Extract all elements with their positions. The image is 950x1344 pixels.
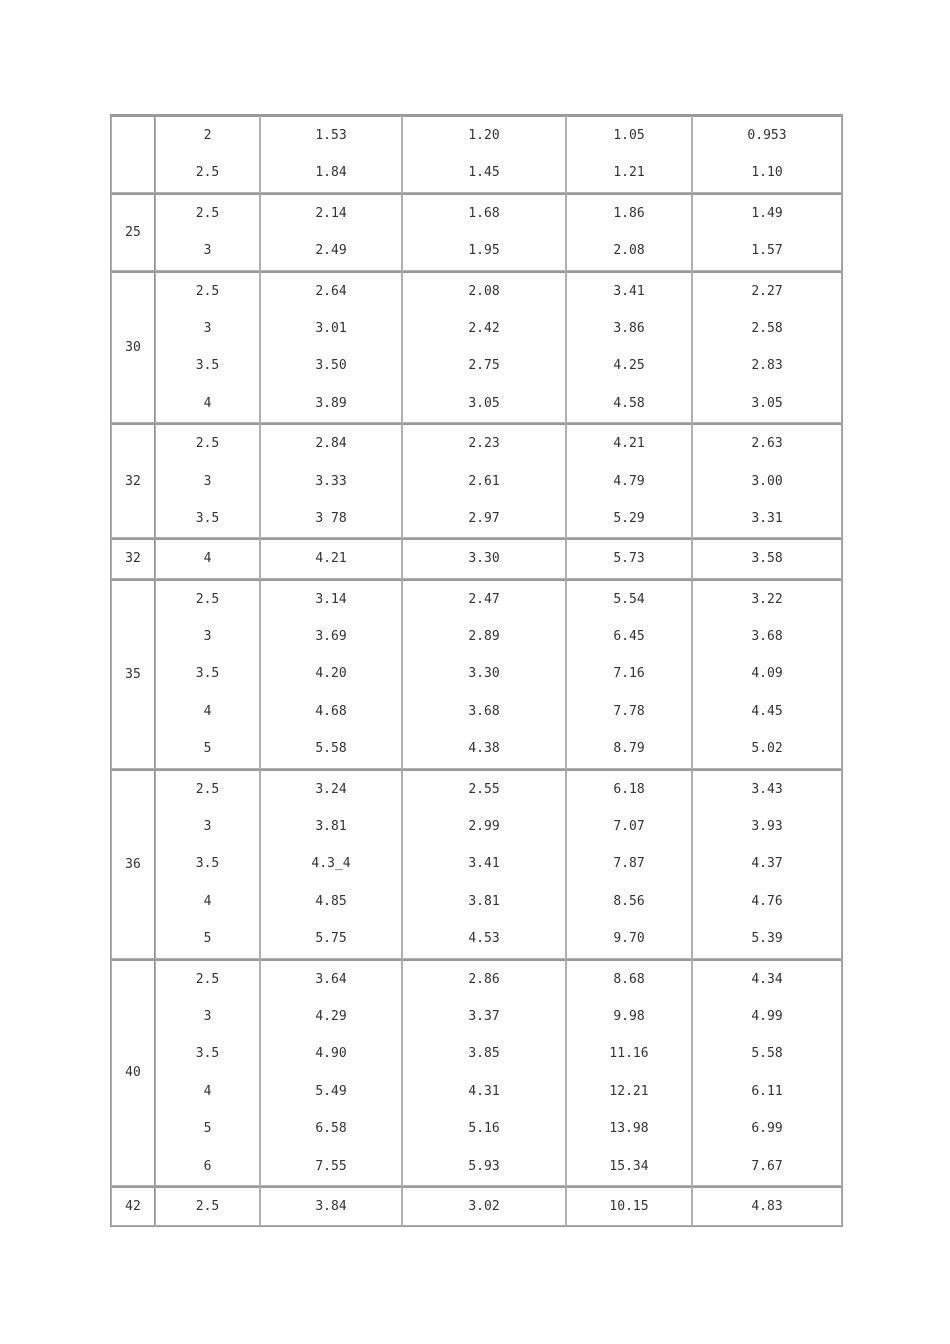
col-c-value: 8.56	[613, 893, 645, 909]
col-c-value: 6.18	[613, 781, 645, 797]
diameter-cell	[111, 1186, 155, 1226]
col-c-cell	[566, 271, 692, 424]
thickness-value: 3	[203, 243, 212, 259]
col-d-value: 3.58	[751, 551, 783, 567]
col-a-value: 3.81	[315, 819, 347, 835]
col-a-value: 2.14	[315, 205, 347, 221]
col-b-value: 2.61	[468, 473, 500, 489]
diameter-cell	[111, 271, 155, 424]
thickness-value: 2.5	[195, 436, 220, 452]
col-d-cell	[692, 115, 842, 193]
thickness-value: 4	[203, 893, 212, 909]
col-b-value: 4.38	[468, 741, 500, 757]
col-d-cell	[692, 193, 842, 271]
col-a-value: 1.53	[315, 128, 347, 143]
col-d-value: 5.02	[751, 741, 783, 757]
col-a-value: 5.75	[315, 931, 347, 947]
thickness-value: 2.5	[195, 1198, 220, 1214]
thickness-value: 4	[203, 395, 212, 411]
col-d-value: 3.31	[751, 510, 783, 526]
thickness-value: 3.5	[195, 666, 220, 682]
col-d-value: 5.58	[751, 1046, 783, 1062]
col-d-value: 0.953	[747, 128, 787, 143]
col-a-value: 2.84	[315, 436, 347, 452]
diameter-value: 30	[125, 339, 141, 355]
col-d-value: 7.67	[751, 1158, 783, 1174]
col-b-cell	[402, 959, 566, 1186]
col-b-value: 3.02	[468, 1198, 500, 1214]
col-c-cell	[566, 959, 692, 1186]
col-b-value: 3.05	[468, 395, 500, 411]
col-d-value: 3.68	[751, 629, 783, 645]
thickness-value: 3	[203, 819, 212, 835]
col-c-value: 1.05	[613, 128, 645, 143]
col-a-value: 3.33	[315, 473, 347, 489]
col-b-cell	[402, 769, 566, 959]
col-c-value: 8.79	[613, 741, 645, 757]
col-a-cell	[260, 423, 402, 538]
diameter-cell	[111, 423, 155, 538]
col-d-value: 1.10	[751, 165, 783, 181]
col-d-value: 1.49	[751, 205, 783, 221]
thickness-cell	[155, 769, 260, 959]
col-b-value: 3.68	[468, 703, 500, 719]
col-c-value: 13.98	[609, 1121, 649, 1137]
thickness-value: 4	[203, 551, 212, 567]
col-d-cell	[692, 271, 842, 424]
col-a-value: 6.58	[315, 1121, 347, 1137]
col-a-cell	[260, 193, 402, 271]
table-row-group	[111, 1186, 842, 1226]
col-a-cell	[260, 115, 402, 193]
diameter-cell	[111, 579, 155, 769]
col-d-value: 6.99	[751, 1121, 783, 1137]
col-d-value: 3.93	[751, 819, 783, 835]
col-b-value: 2.42	[468, 320, 500, 336]
col-d-value: 2.58	[751, 320, 783, 336]
thickness-value: 5	[203, 741, 212, 757]
col-b-value: 2.75	[468, 358, 500, 374]
table-row-group	[111, 538, 842, 578]
col-b-value: 3.37	[468, 1008, 500, 1024]
col-d-value: 4.99	[751, 1008, 783, 1024]
col-c-cell	[566, 538, 692, 578]
col-a-cell	[260, 769, 402, 959]
thickness-value: 2.5	[195, 781, 220, 797]
thickness-value: 3	[203, 629, 212, 645]
col-b-cell	[402, 115, 566, 193]
col-b-value: 5.93	[468, 1158, 500, 1174]
col-a-value: 2.49	[315, 243, 347, 259]
thickness-cell	[155, 115, 260, 193]
diameter-cell	[111, 115, 155, 193]
diameter-value: 32	[125, 473, 141, 489]
col-d-value: 4.45	[751, 703, 783, 719]
thickness-value: 3	[203, 473, 212, 489]
thickness-value: 5	[203, 1121, 212, 1137]
col-c-value: 7.16	[613, 666, 645, 682]
thickness-value: 4	[203, 1083, 212, 1099]
table-row-group	[111, 769, 842, 959]
thickness-value: 5	[203, 931, 212, 947]
col-c-value: 6.45	[613, 629, 645, 645]
col-a-value: 4.68	[315, 703, 347, 719]
col-b-cell	[402, 423, 566, 538]
col-d-value: 3.00	[751, 473, 783, 489]
col-b-value: 2.99	[468, 819, 500, 835]
col-d-cell	[692, 579, 842, 769]
col-c-value: 4.79	[613, 473, 645, 489]
col-a-value: 4.29	[315, 1008, 347, 1024]
col-c-value: 9.98	[613, 1008, 645, 1024]
col-c-value: 7.87	[613, 856, 645, 872]
table-row-group	[111, 959, 842, 1186]
table-row-group	[111, 115, 842, 193]
table-row-group	[111, 193, 842, 271]
thickness-cell	[155, 579, 260, 769]
thickness-cell	[155, 193, 260, 271]
col-c-value: 4.25	[613, 358, 645, 374]
diameter-value: 36	[125, 856, 141, 872]
thickness-value: 3	[203, 320, 212, 336]
col-c-cell	[566, 579, 692, 769]
col-c-value: 7.78	[613, 703, 645, 719]
col-d-value: 4.09	[751, 666, 783, 682]
col-d-value: 5.39	[751, 931, 783, 947]
steel-tube-data-table	[110, 114, 843, 1227]
col-c-value: 9.70	[613, 931, 645, 947]
col-a-cell	[260, 579, 402, 769]
col-d-value: 2.63	[751, 436, 783, 452]
col-a-value: 5.49	[315, 1083, 347, 1099]
thickness-cell	[155, 538, 260, 578]
col-d-value: 4.83	[751, 1198, 783, 1214]
col-b-value: 3.81	[468, 893, 500, 909]
thickness-value: 2.5	[195, 591, 220, 607]
col-a-value: 4.90	[315, 1046, 347, 1062]
col-c-value: 11.16	[609, 1046, 649, 1062]
col-a-value: 4.21	[315, 551, 347, 567]
col-a-value: 3.01	[315, 320, 347, 336]
col-b-value: 3.30	[468, 551, 500, 567]
thickness-value: 3	[203, 1008, 212, 1024]
col-c-value: 3.86	[613, 320, 645, 336]
table-row-group	[111, 271, 842, 424]
col-a-value: 3.84	[315, 1198, 347, 1214]
col-c-value: 15.34	[609, 1158, 649, 1174]
col-b-value: 2.97	[468, 510, 500, 526]
diameter-value: 25	[125, 224, 141, 240]
thickness-cell	[155, 423, 260, 538]
col-b-value: 3.85	[468, 1046, 500, 1062]
thickness-value: 3.5	[195, 510, 220, 526]
col-a-cell	[260, 1186, 402, 1226]
col-d-cell	[692, 769, 842, 959]
thickness-value: 3.5	[195, 358, 220, 374]
diameter-cell	[111, 959, 155, 1186]
col-a-value: 4.85	[315, 893, 347, 909]
col-a-cell	[260, 271, 402, 424]
col-a-value: 4.20	[315, 666, 347, 682]
col-c-value: 3.41	[613, 283, 645, 299]
col-a-value: 4.3_4	[311, 856, 351, 872]
thickness-value: 2.5	[195, 283, 220, 299]
diameter-value: 40	[125, 1065, 141, 1081]
col-c-value: 7.07	[613, 819, 645, 835]
thickness-value: 3.5	[195, 1046, 220, 1062]
thickness-value: 2.5	[195, 165, 220, 181]
table-row-group	[111, 579, 842, 769]
col-b-value: 4.53	[468, 931, 500, 947]
col-a-cell	[260, 538, 402, 578]
col-d-value: 3.05	[751, 395, 783, 411]
col-d-value: 3.43	[751, 781, 783, 797]
col-b-cell	[402, 579, 566, 769]
col-b-value: 2.86	[468, 971, 500, 987]
col-a-value: 1.84	[315, 165, 347, 181]
diameter-cell	[111, 769, 155, 959]
thickness-cell	[155, 1186, 260, 1226]
col-d-cell	[692, 1186, 842, 1226]
col-c-value: 4.58	[613, 395, 645, 411]
col-a-value: 3.24	[315, 781, 347, 797]
col-b-value: 3.30	[468, 666, 500, 682]
diameter-value: 42	[125, 1199, 141, 1215]
col-b-value: 1.20	[468, 128, 500, 143]
thickness-cell	[155, 271, 260, 424]
col-a-value: 2.64	[315, 283, 347, 299]
col-c-value: 5.29	[613, 510, 645, 526]
thickness-value: 6	[203, 1158, 212, 1174]
col-a-value: 7.55	[315, 1158, 347, 1174]
col-b-value: 2.23	[468, 436, 500, 452]
col-c-value: 12.21	[609, 1083, 649, 1099]
col-d-cell	[692, 538, 842, 578]
col-b-value: 1.68	[468, 205, 500, 221]
col-a-cell	[260, 959, 402, 1186]
col-b-value: 2.08	[468, 283, 500, 299]
col-d-cell	[692, 959, 842, 1186]
diameter-value: 35	[125, 666, 141, 682]
col-b-cell	[402, 271, 566, 424]
col-b-value: 2.47	[468, 591, 500, 607]
col-c-value: 4.21	[613, 436, 645, 452]
col-a-value: 3.64	[315, 971, 347, 987]
col-a-value: 3 78	[315, 510, 347, 526]
col-d-value: 6.11	[751, 1083, 783, 1099]
col-b-value: 1.95	[468, 243, 500, 259]
col-d-value: 4.76	[751, 893, 783, 909]
thickness-value: 2	[203, 128, 212, 143]
thickness-cell	[155, 959, 260, 1186]
col-b-cell	[402, 1186, 566, 1226]
col-b-cell	[402, 193, 566, 271]
col-a-value: 3.69	[315, 629, 347, 645]
thickness-value: 2.5	[195, 971, 220, 987]
col-c-cell	[566, 1186, 692, 1226]
col-b-value: 5.16	[468, 1121, 500, 1137]
col-b-cell	[402, 538, 566, 578]
col-c-cell	[566, 193, 692, 271]
thickness-value: 4	[203, 703, 212, 719]
col-c-value: 1.86	[613, 205, 645, 221]
col-d-value: 1.57	[751, 243, 783, 259]
col-b-value: 2.55	[468, 781, 500, 797]
col-d-value: 3.22	[751, 591, 783, 607]
col-d-value: 2.27	[751, 283, 783, 299]
col-a-value: 3.89	[315, 395, 347, 411]
diameter-cell	[111, 538, 155, 578]
thickness-value: 3.5	[195, 856, 220, 872]
col-a-value: 5.58	[315, 741, 347, 757]
col-b-value: 1.45	[468, 165, 500, 181]
col-b-value: 4.31	[468, 1083, 500, 1099]
col-a-value: 3.50	[315, 358, 347, 374]
diameter-value: 32	[125, 551, 141, 567]
col-b-value: 3.41	[468, 856, 500, 872]
diameter-cell	[111, 193, 155, 271]
col-c-value: 1.21	[613, 165, 645, 181]
table-body	[111, 115, 842, 1226]
col-c-cell	[566, 423, 692, 538]
col-c-value: 10.15	[609, 1198, 649, 1214]
table-row-group	[111, 423, 842, 538]
col-b-value: 2.89	[468, 629, 500, 645]
col-d-cell	[692, 423, 842, 538]
col-c-cell	[566, 769, 692, 959]
thickness-value: 2.5	[195, 205, 220, 221]
col-c-value: 5.73	[613, 551, 645, 567]
col-d-value: 2.83	[751, 358, 783, 374]
col-c-cell	[566, 115, 692, 193]
col-d-value: 4.34	[751, 971, 783, 987]
col-c-value: 2.08	[613, 243, 645, 259]
col-a-value: 3.14	[315, 591, 347, 607]
col-d-value: 4.37	[751, 856, 783, 872]
col-c-value: 5.54	[613, 591, 645, 607]
col-c-value: 8.68	[613, 971, 645, 987]
